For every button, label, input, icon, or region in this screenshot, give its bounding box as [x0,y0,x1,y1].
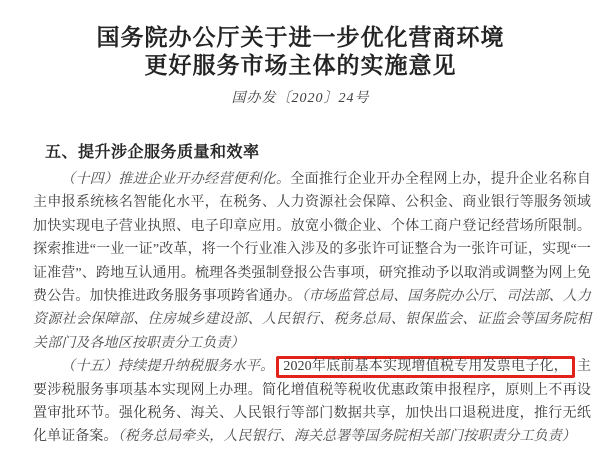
item-14-title: （十四）推进企业开办经营便利化。 [61,172,291,187]
item-15-body: 主要涉税服务事项基本实现网上办理。简化增值税等税收优惠政策申报程序，原则上不再设置审批环节。强化税务、海关、人民银行等部门数据共享，加快出口退税进度，推行无纸化单证备案。 [33,359,592,445]
document-title-line2: 更好服务市场主体的实施意见 [144,53,457,78]
document-number: 国办发〔2020〕24号 [231,91,370,106]
document-title [0,24,601,80]
red-highlight-box: 2020年底前基本实现增值税专用发票电子化， [276,356,575,378]
item-14-body: 全面推行企业开办全程网上办，提升企业名称自主申报系统核名智能化水平，在税务、人力资源社会保障、公积金、商业银行等服务领域加快实现电子营业执照、电子印章应用。放宽小微企业、个体工商户登记经营场所限制。探索推进“一业一证”改革，将一个行业准入涉及的多张许可证整合为一张许可证，实现“一证准营”、跨地互认通用。梳理各类强制登报公告事项，研究推动予以取消或调整为网上免费公告。加快推进政务服务事项跨省通办。 [33,172,591,305]
item-15-responsible-departments: （税务总局牵头，人民银行、海关总署等国务院相关部门按职责分工负责） [117,429,576,445]
section-heading: 五、提升涉企服务质量和效率 [45,144,260,161]
item-14-responsible-departments: （市场监管总局、国务院办公厅、司法部、人力资源社会保障部、住房城乡建设部、人民银行、税务总局、银保监会、证监会等国务院相关部门及各地区按职责分工负责） [33,289,591,351]
item-15-title: （十五）持续提升纳税服务水平。 [61,359,275,375]
document-title-line1: 国务院办公厅关于进一步优化营商环境 [96,25,505,50]
paragraph-item-14 [33,168,591,355]
paragraph-item-15 [33,355,591,449]
